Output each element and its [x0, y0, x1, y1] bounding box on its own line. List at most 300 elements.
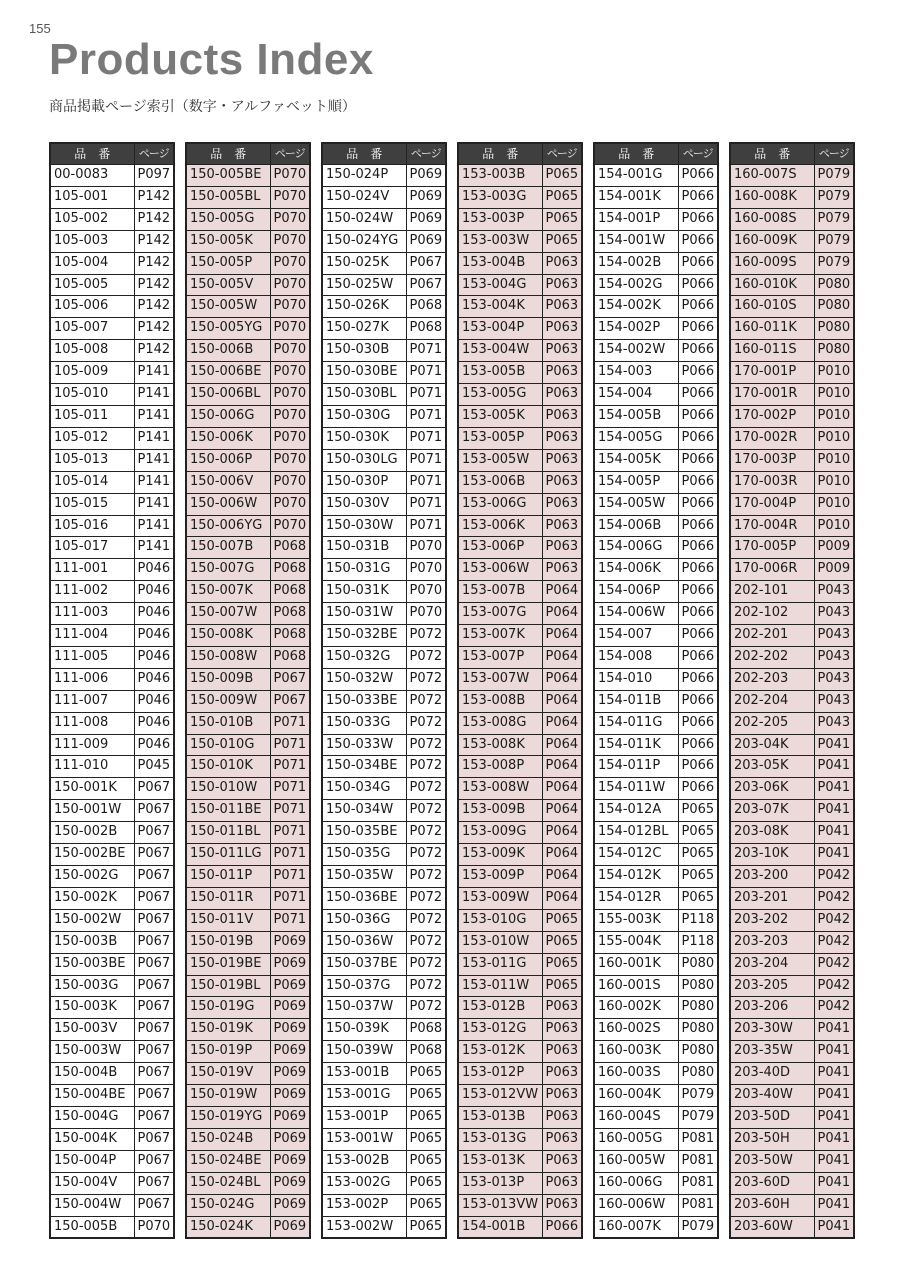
page-ref: P070 — [270, 186, 310, 208]
product-code: 150-010G — [186, 734, 270, 756]
table-row — [458, 800, 582, 822]
table-row — [458, 1063, 582, 1085]
table-row — [594, 734, 718, 756]
product-code: 154-012BL — [594, 822, 678, 844]
table-row — [458, 252, 582, 274]
page-ref: P070 — [270, 405, 310, 427]
page-ref: P065 — [678, 887, 718, 909]
product-code: 154-006B — [594, 515, 678, 537]
table-row — [322, 668, 446, 690]
page-ref: P064 — [542, 625, 582, 647]
product-code: 150-011P — [186, 866, 270, 888]
table-row — [50, 362, 174, 384]
table-row — [50, 252, 174, 274]
table-row — [186, 625, 310, 647]
product-code: 153-004K — [458, 296, 542, 318]
table-row — [50, 384, 174, 406]
table-row — [322, 866, 446, 888]
product-code: 150-004B — [50, 1063, 134, 1085]
product-code: 203-30W — [730, 1019, 814, 1041]
page-ref: P065 — [542, 165, 582, 187]
code-header: 品 番 — [50, 143, 134, 165]
product-code: 150-011LG — [186, 844, 270, 866]
table-row — [322, 318, 446, 340]
page-ref: P063 — [542, 1106, 582, 1128]
page-ref: P066 — [678, 734, 718, 756]
page-ref: P068 — [270, 537, 310, 559]
page-ref: P072 — [406, 690, 446, 712]
product-code: 150-032G — [322, 646, 406, 668]
table-row — [186, 603, 310, 625]
table-row — [458, 866, 582, 888]
product-code: 153-006P — [458, 537, 542, 559]
table-row — [50, 1085, 174, 1107]
page-ref: P072 — [406, 734, 446, 756]
table-row — [730, 668, 854, 690]
page-ref: P067 — [134, 1106, 174, 1128]
table-row — [186, 1128, 310, 1150]
table-row — [458, 822, 582, 844]
product-code: 160-004K — [594, 1085, 678, 1107]
table-row — [458, 1172, 582, 1194]
index-table-5 — [593, 142, 719, 1239]
product-code: 153-007K — [458, 625, 542, 647]
product-code: 154-002W — [594, 340, 678, 362]
table-row — [186, 340, 310, 362]
page-ref: P067 — [134, 1172, 174, 1194]
table-row — [50, 646, 174, 668]
table-row — [594, 1085, 718, 1107]
table-row — [594, 515, 718, 537]
product-code: 153-010G — [458, 909, 542, 931]
page-ref: P065 — [678, 822, 718, 844]
table-row — [730, 208, 854, 230]
table-row — [730, 1194, 854, 1216]
page-ref: P067 — [134, 975, 174, 997]
product-code: 150-035BE — [322, 822, 406, 844]
page-ref: P064 — [542, 734, 582, 756]
product-code: 202-102 — [730, 603, 814, 625]
page-ref: P069 — [270, 975, 310, 997]
table-row — [594, 1063, 718, 1085]
table-row — [186, 822, 310, 844]
page-ref: P071 — [406, 340, 446, 362]
product-code: 150-033BE — [322, 690, 406, 712]
table-row — [50, 668, 174, 690]
page-ref: P041 — [814, 1019, 854, 1041]
product-code: 153-007P — [458, 646, 542, 668]
page-ref: P042 — [814, 997, 854, 1019]
product-code: 150-019BE — [186, 953, 270, 975]
page-ref: P066 — [678, 646, 718, 668]
product-code: 111-001 — [50, 559, 134, 581]
table-row — [322, 581, 446, 603]
table-row — [458, 427, 582, 449]
page-header: ページ — [406, 143, 446, 165]
page-ref: P069 — [406, 186, 446, 208]
table-row — [322, 712, 446, 734]
product-code: 150-024G — [186, 1194, 270, 1216]
product-code: 150-005W — [186, 296, 270, 318]
page-ref: P080 — [814, 274, 854, 296]
page-ref: P067 — [134, 1041, 174, 1063]
product-code: 203-60W — [730, 1216, 814, 1238]
table-row — [594, 844, 718, 866]
page-header: ページ — [678, 143, 718, 165]
table-row — [322, 340, 446, 362]
page-ref: P072 — [406, 756, 446, 778]
page-ref: P070 — [406, 537, 446, 559]
table-row — [322, 384, 446, 406]
table-row — [458, 756, 582, 778]
product-code: 203-203 — [730, 931, 814, 953]
product-code: 150-024P — [322, 165, 406, 187]
product-code: 150-019K — [186, 1019, 270, 1041]
table-row — [594, 822, 718, 844]
product-code: 150-008K — [186, 625, 270, 647]
table-row — [458, 384, 582, 406]
page-ref: P066 — [678, 427, 718, 449]
table-row — [186, 384, 310, 406]
table-row — [322, 1106, 446, 1128]
page-ref: P046 — [134, 603, 174, 625]
product-code: 150-036G — [322, 909, 406, 931]
table-row — [322, 603, 446, 625]
page-ref: P071 — [270, 887, 310, 909]
product-code: 203-08K — [730, 822, 814, 844]
product-code: 150-005G — [186, 208, 270, 230]
page-ref: P066 — [678, 405, 718, 427]
table-row — [186, 274, 310, 296]
code-header: 品 番 — [730, 143, 814, 165]
table-row — [50, 931, 174, 953]
page-ref: P043 — [814, 668, 854, 690]
table-row — [186, 866, 310, 888]
product-code: 153-001P — [322, 1106, 406, 1128]
page-ref: P010 — [814, 427, 854, 449]
page-ref: P067 — [134, 822, 174, 844]
page-ref: P142 — [134, 340, 174, 362]
product-code: 150-011R — [186, 887, 270, 909]
page-ref: P069 — [406, 165, 446, 187]
page-ref: P063 — [542, 384, 582, 406]
product-code: 150-007W — [186, 603, 270, 625]
page-ref: P063 — [542, 1041, 582, 1063]
product-code: 160-002S — [594, 1019, 678, 1041]
table-row — [458, 1128, 582, 1150]
product-code: 150-004BE — [50, 1085, 134, 1107]
product-code: 111-010 — [50, 756, 134, 778]
page-ref: P041 — [814, 756, 854, 778]
page-ref: P070 — [270, 252, 310, 274]
product-code: 202-201 — [730, 625, 814, 647]
product-code: 153-008G — [458, 712, 542, 734]
page-ref: P010 — [814, 493, 854, 515]
product-code: 154-011W — [594, 778, 678, 800]
table-row — [186, 537, 310, 559]
page-ref: P009 — [814, 559, 854, 581]
table-row — [594, 778, 718, 800]
product-code: 153-012VW — [458, 1085, 542, 1107]
product-code: 203-60H — [730, 1194, 814, 1216]
product-code: 160-011K — [730, 318, 814, 340]
page-ref: P042 — [814, 931, 854, 953]
product-code: 160-006W — [594, 1194, 678, 1216]
product-code: 150-019P — [186, 1041, 270, 1063]
index-table-1 — [49, 142, 175, 1239]
product-code: 153-008P — [458, 756, 542, 778]
product-code: 150-039K — [322, 1019, 406, 1041]
table-row — [50, 1172, 174, 1194]
table-row — [730, 1106, 854, 1128]
product-code: 105-004 — [50, 252, 134, 274]
page-ref: P063 — [542, 559, 582, 581]
table-row — [186, 230, 310, 252]
page-ref: P063 — [542, 493, 582, 515]
product-code: 153-003W — [458, 230, 542, 252]
page-ref: P065 — [406, 1106, 446, 1128]
page-ref: P097 — [134, 165, 174, 187]
page-header: ページ — [134, 143, 174, 165]
page-ref: P142 — [134, 208, 174, 230]
page-ref: P010 — [814, 362, 854, 384]
table-row — [186, 953, 310, 975]
table-row — [730, 931, 854, 953]
table-row — [322, 559, 446, 581]
page-ref: P043 — [814, 625, 854, 647]
page-ref: P068 — [406, 318, 446, 340]
product-code: 160-007S — [730, 165, 814, 187]
product-code: 153-002P — [322, 1194, 406, 1216]
page-ref: P063 — [542, 1194, 582, 1216]
product-code: 150-030P — [322, 471, 406, 493]
product-code: 202-202 — [730, 646, 814, 668]
table-row — [458, 208, 582, 230]
page-ref: P069 — [270, 1041, 310, 1063]
product-code: 160-002K — [594, 997, 678, 1019]
product-code: 154-005W — [594, 493, 678, 515]
table-row — [458, 975, 582, 997]
table-row — [594, 866, 718, 888]
page-number: 155 — [29, 21, 51, 36]
table-row — [458, 1194, 582, 1216]
page-ref: P042 — [814, 887, 854, 909]
page-ref: P010 — [814, 471, 854, 493]
table-row — [594, 186, 718, 208]
page-ref: P141 — [134, 405, 174, 427]
table-row — [730, 581, 854, 603]
table-row — [730, 230, 854, 252]
page-ref: P042 — [814, 909, 854, 931]
table-row — [50, 427, 174, 449]
table-row — [322, 625, 446, 647]
page-ref: P066 — [678, 230, 718, 252]
page-ref: P069 — [270, 1085, 310, 1107]
product-code: 202-204 — [730, 690, 814, 712]
page-ref: P142 — [134, 252, 174, 274]
page-ref: P067 — [134, 1150, 174, 1172]
page-ref: P064 — [542, 866, 582, 888]
page-ref: P066 — [678, 449, 718, 471]
page-ref: P066 — [678, 756, 718, 778]
product-code: 153-005W — [458, 449, 542, 471]
product-code: 203-60D — [730, 1172, 814, 1194]
product-code: 154-008 — [594, 646, 678, 668]
product-code: 150-007K — [186, 581, 270, 603]
product-code: 153-004W — [458, 340, 542, 362]
table-row — [50, 975, 174, 997]
page-ref: P063 — [542, 1019, 582, 1041]
page-ref: P070 — [270, 493, 310, 515]
product-code: 154-011B — [594, 690, 678, 712]
table-row — [730, 493, 854, 515]
table-row — [458, 186, 582, 208]
table-row — [322, 405, 446, 427]
table-row — [730, 887, 854, 909]
table-row — [50, 165, 174, 187]
table-row — [322, 822, 446, 844]
page-ref: P063 — [542, 471, 582, 493]
table-row — [186, 1216, 310, 1238]
table-row — [730, 734, 854, 756]
page-ref: P046 — [134, 559, 174, 581]
product-code: 153-003P — [458, 208, 542, 230]
product-code: 150-005P — [186, 252, 270, 274]
product-code: 105-001 — [50, 186, 134, 208]
table-row — [730, 559, 854, 581]
product-code: 150-010B — [186, 712, 270, 734]
table-row — [322, 909, 446, 931]
table-row — [730, 296, 854, 318]
product-code: 105-015 — [50, 493, 134, 515]
page-ref: P066 — [678, 625, 718, 647]
page-ref: P142 — [134, 296, 174, 318]
page-ref: P080 — [814, 296, 854, 318]
table-row — [186, 427, 310, 449]
page-ref: P066 — [678, 318, 718, 340]
product-code: 150-030BL — [322, 384, 406, 406]
table-row — [594, 581, 718, 603]
page-ref: P072 — [406, 887, 446, 909]
page-ref: P041 — [814, 1041, 854, 1063]
page-ref: P046 — [134, 734, 174, 756]
table-row — [458, 515, 582, 537]
page-ref: P063 — [542, 1085, 582, 1107]
table-row — [730, 1041, 854, 1063]
table-row — [594, 449, 718, 471]
product-code: 150-024W — [322, 208, 406, 230]
table-row — [458, 537, 582, 559]
product-code: 111-002 — [50, 581, 134, 603]
product-code: 150-002K — [50, 887, 134, 909]
product-code: 105-010 — [50, 384, 134, 406]
product-code: 153-004G — [458, 274, 542, 296]
table-row — [458, 1150, 582, 1172]
product-code: 153-003B — [458, 165, 542, 187]
table-row — [458, 646, 582, 668]
table-row — [458, 1216, 582, 1238]
product-code: 150-005BL — [186, 186, 270, 208]
product-code: 203-50W — [730, 1150, 814, 1172]
product-code: 150-025K — [322, 252, 406, 274]
product-code: 105-008 — [50, 340, 134, 362]
table-row — [322, 362, 446, 384]
page-ref: P010 — [814, 405, 854, 427]
product-code: 170-001P — [730, 362, 814, 384]
page-ref: P068 — [406, 1019, 446, 1041]
product-code: 150-027K — [322, 318, 406, 340]
product-code: 153-002W — [322, 1216, 406, 1238]
page-ref: P067 — [134, 800, 174, 822]
page-ref: P067 — [406, 252, 446, 274]
product-code: 153-009W — [458, 887, 542, 909]
page-ref: P063 — [542, 405, 582, 427]
page-ref: P064 — [542, 887, 582, 909]
page-ref: P063 — [542, 997, 582, 1019]
product-code: 170-003P — [730, 449, 814, 471]
table-row — [322, 515, 446, 537]
product-code: 154-001B — [458, 1216, 542, 1238]
table-row — [594, 493, 718, 515]
product-code: 203-204 — [730, 953, 814, 975]
page-ref: P069 — [270, 1128, 310, 1150]
code-header: 品 番 — [322, 143, 406, 165]
product-code: 154-006K — [594, 559, 678, 581]
page-header: ページ — [542, 143, 582, 165]
product-code: 111-009 — [50, 734, 134, 756]
page-ref: P079 — [814, 230, 854, 252]
code-header: 品 番 — [594, 143, 678, 165]
page-ref: P071 — [406, 449, 446, 471]
product-code: 154-011P — [594, 756, 678, 778]
product-code: 150-024BE — [186, 1150, 270, 1172]
product-code: 150-009W — [186, 690, 270, 712]
table-row — [730, 1019, 854, 1041]
table-row — [458, 165, 582, 187]
page-ref: P041 — [814, 734, 854, 756]
table-row — [594, 603, 718, 625]
index-table-2 — [185, 142, 311, 1239]
code-header: 品 番 — [458, 143, 542, 165]
product-code: 150-031K — [322, 581, 406, 603]
product-code: 153-006G — [458, 493, 542, 515]
page-ref: P072 — [406, 844, 446, 866]
table-row — [594, 668, 718, 690]
page-ref: P041 — [814, 1172, 854, 1194]
product-code: 111-003 — [50, 603, 134, 625]
page-ref: P067 — [134, 844, 174, 866]
table-row — [458, 931, 582, 953]
page-ref: P070 — [270, 362, 310, 384]
product-code: 160-003K — [594, 1041, 678, 1063]
table-row — [458, 909, 582, 931]
table-row — [322, 537, 446, 559]
page-ref: P065 — [542, 186, 582, 208]
page-ref: P041 — [814, 1063, 854, 1085]
table-row — [730, 690, 854, 712]
table-row — [458, 712, 582, 734]
page-ref: P063 — [542, 274, 582, 296]
table-row — [186, 800, 310, 822]
table-row — [458, 274, 582, 296]
table-row — [458, 1041, 582, 1063]
table-row — [458, 362, 582, 384]
product-code: 150-034W — [322, 800, 406, 822]
product-code: 150-039W — [322, 1041, 406, 1063]
table-row — [730, 625, 854, 647]
table-row — [322, 1063, 446, 1085]
product-code: 150-025W — [322, 274, 406, 296]
